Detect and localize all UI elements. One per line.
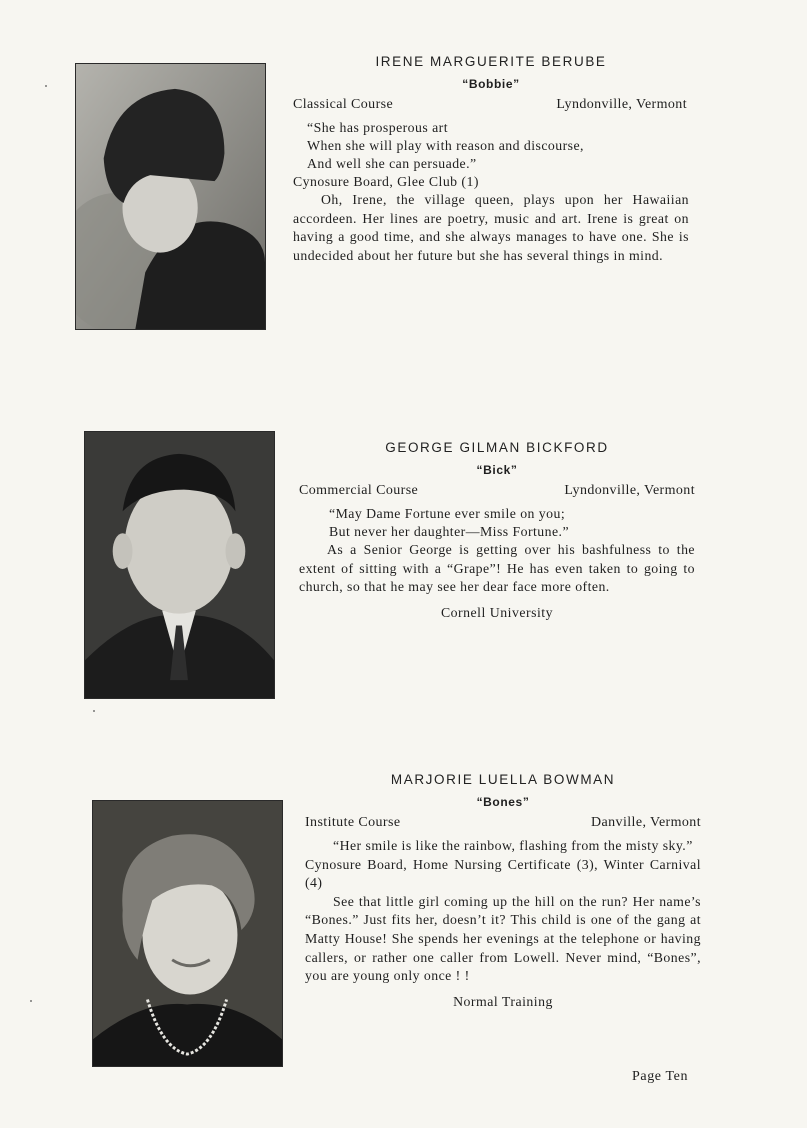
quote-line: “She has prosperous art xyxy=(307,120,449,135)
course-row xyxy=(293,97,689,113)
activities: Cynosure Board, Home Nursing Certificate (3), Winter Carnival (4) xyxy=(305,856,701,891)
hometown-label: Danville, Vermont xyxy=(591,815,701,830)
quote-line: And well she can persuade.” xyxy=(307,156,477,171)
future-plans: Normal Training xyxy=(453,993,553,1009)
course-label: Institute Course xyxy=(305,815,401,830)
course-row xyxy=(305,815,701,831)
student-name: GEORGE GILMAN BICKFORD xyxy=(385,440,609,455)
future-plans: Cornell University xyxy=(440,604,554,620)
course-label: Commercial Course xyxy=(299,483,419,498)
scan-speck xyxy=(30,1000,32,1002)
bio-text: Oh, Irene, the village queen, plays upon her Hawaiian accordeen. Her lines are poetry, music and art. Irene is great on having a good time, and she always manages to have one. She is undecided about her future but she has several things in mind. xyxy=(293,192,689,263)
quote-block xyxy=(299,505,695,541)
student-name: MARJORIE LUELLA BOWMAN xyxy=(390,772,616,787)
entry-marjorie xyxy=(305,772,701,1024)
entry-irene xyxy=(293,54,689,265)
quote-paragraph xyxy=(305,837,701,856)
quote-line: But never her daughter—Miss Fortune.” xyxy=(329,524,570,539)
scan-speck xyxy=(93,710,95,712)
bio-paragraph xyxy=(299,541,695,597)
bio-paragraph xyxy=(305,893,701,986)
page-number: Page Ten xyxy=(632,1069,689,1084)
course-row xyxy=(299,483,695,499)
portrait-photo-irene xyxy=(75,63,266,330)
student-name: IRENE MARGUERITE BERUBE xyxy=(375,54,607,69)
student-nickname: “Bick” xyxy=(476,463,518,477)
scan-speck xyxy=(45,85,47,87)
quote-block xyxy=(293,119,689,173)
bio-text: See that little girl coming up the hill on the run? Her name’s “Bones.” Just fits her, doesn’t it? This child is one of the gang at Matty House! She spends her evenings at the telephone or having callers, or rather one caller from Lowell. Never mind, “Bones”, you are young only once ! ! xyxy=(305,893,701,984)
quote-line: “Her smile is like the rainbow, flashing from the misty sky.” xyxy=(333,838,693,853)
quote-line: “May Dame Fortune ever smile on you; xyxy=(329,506,566,521)
student-nickname: “Bobbie” xyxy=(462,77,520,91)
student-nickname: “Bones” xyxy=(476,795,530,809)
quote-line: When she will play with reason and discourse, xyxy=(307,138,584,153)
bio-paragraph xyxy=(293,191,689,265)
hometown-label: Lyndonville, Vermont xyxy=(564,483,695,498)
entry-george xyxy=(299,440,695,635)
hometown-label: Lyndonville, Vermont xyxy=(556,97,687,112)
portrait-photo-george xyxy=(84,431,275,699)
bio-text: As a Senior George is getting over his bashfulness to the extent of sitting with a “Grape”! He has even taken to going to church, so that he may see her dear face more often. xyxy=(299,542,695,595)
course-label: Classical Course xyxy=(293,97,394,112)
activities: Cynosure Board, Glee Club (1) xyxy=(293,174,479,189)
portrait-photo-marjorie xyxy=(92,800,283,1067)
